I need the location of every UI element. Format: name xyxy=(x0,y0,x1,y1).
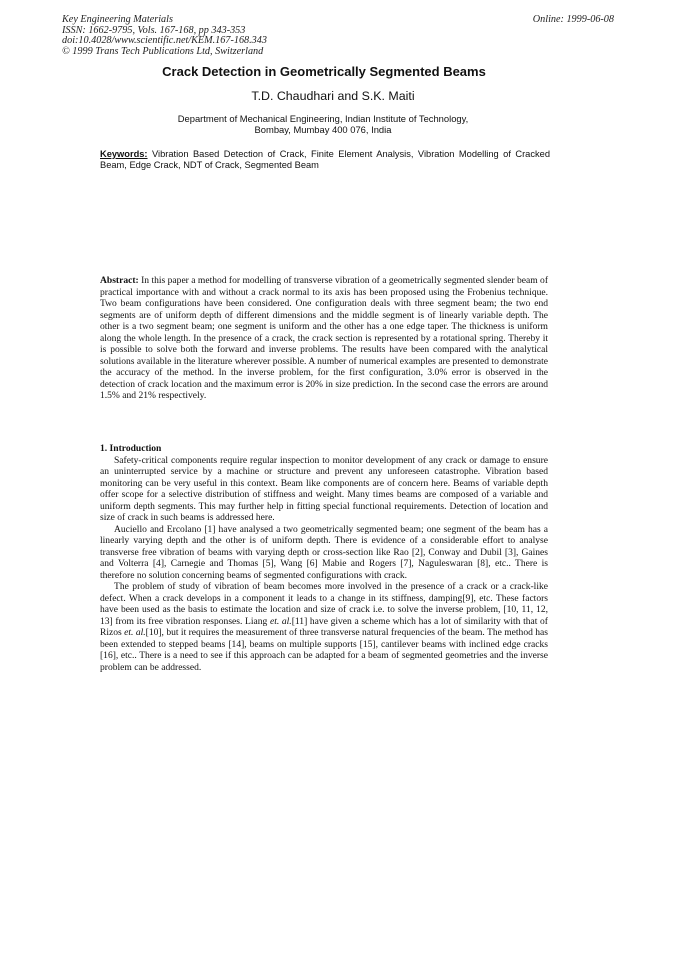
affiliation-line-2: Bombay, Mumbay 400 076, India xyxy=(254,124,392,136)
paragraph xyxy=(100,581,548,673)
citation-etal: et. al. xyxy=(269,615,292,627)
issn-line: ISSN: 1662-9795, Vols. 167-168, pp 343-353 xyxy=(62,24,246,36)
paragraph-text: [10], but it requires the measurement of three transverse natural frequencies of the beam. The method has been extended to stepped beams [14], beams on multiple supports [15], cantilever beams with inclined edge cracks [16], etc.. There is a need to see if this approach can be adapted for a beam of segmented geometries and the inverse problem can be addressed. xyxy=(100,627,548,673)
running-header xyxy=(62,15,267,57)
online-date: Online: 1999-06-08 xyxy=(532,14,614,25)
affiliation xyxy=(0,113,646,135)
citation-etal: et. al. xyxy=(124,627,146,638)
paragraph-text: [11] have given a scheme which has a lot of similarity with that of Rizos xyxy=(100,615,548,638)
affiliation-line-1: Department of Mechanical Engineering, Indian Institute of Technology, xyxy=(177,113,469,124)
copyright-line: © 1999 Trans Tech Publications Ltd, Switzerland xyxy=(62,45,264,57)
abstract-label: Abstract: xyxy=(100,275,139,286)
keywords-text: Vibration Based Detection of Crack, Finite Element Analysis, Vibration Modelling of Cracked Beam, Edge Crack, NDT of Crack, Segmented Beam xyxy=(100,149,550,171)
doi-line: doi:10.4028/www.scientific.net/KEM.167-168.343 xyxy=(62,35,267,47)
abstract xyxy=(100,275,548,402)
paragraph-text: The problem of study of vibration of beam becomes more involved in the presence of a crack or a crack-like defect. When a crack develops in a component it leads to a change in its stiffness, damping[9], etc. These factors have been used as the basis to estimate the location and size of crack i.e. to solve the inverse problem, [10, 11, 12, 13] from its free vibration responses. Liang xyxy=(100,581,548,627)
journal-name: Key Engineering Materials xyxy=(62,14,173,25)
paragraph: Safety-critical components require regular inspection to monitor development of any crack or damage to ensure an uninterrupted service by a machine or structure and prevent any unforeseen catastrophe. Vibration based monitoring can be very useful in this context. Beam like components are of concern here. Beams of variable depth offer scope for a selective distribution of stiffness and weight. Many times beams are composed of a variable and uniform depth segments. This may further help in fitting special functional requirements. Detection of location and size of crack in such beams is addressed here. xyxy=(100,454,548,523)
introduction-section xyxy=(100,443,548,673)
authors: T.D. Chaudhari and S.K. Maiti xyxy=(251,89,415,103)
paragraph: Auciello and Ercolano [1] have analysed a two geometrically segmented beam; one segment of the beam has a linearly varying depth and the other is of uniform depth. There is evidence of a considerable effort to analyse transverse free vibration of beams with varying depth or cross-section like Rao [2], Conway and Dubil [3], Gaines and Volterra [4], Carnegie and Thomas [5], Wang [6] Mabie and Rogers [7], Naguleswaran [8], etc.. There is therefore no solution concerning beams of segmented configurations with crack. xyxy=(100,523,548,581)
section-heading: 1. Introduction xyxy=(100,443,162,454)
paper-title: Crack Detection in Geometrically Segmented Beams xyxy=(162,64,486,79)
keywords xyxy=(100,149,550,171)
keywords-label: Keywords: xyxy=(100,149,148,159)
abstract-text: In this paper a method for modelling of transverse vibration of a geometrically segmented slender beam of practical importance with and without a crack normal to its axis has been proposed using the Frobenius technique. Two beam configurations have been considered. One configuration deals with three segment beam; the two end segments are of uniform depth of different dimensions and the middle segment is of linearly variable depth. The other is a two segment beam; one segment is uniform and the other has a one edge taper. The thickness is uniform along the whole length. In the presence of a crack, the crack section is represented by a rotational spring. Thereby it is possible to solve both the forward and inverse problems. The results have been compared with the analytical solutions available in the literature wherever possible. A number of numerical examples are presented to demonstrate the accuracy of the method. In the inverse problem, for the first configuration, 3.0% error is observed in the detection of crack location and the maximum error is 20% in size prediction. In the second case the errors are around 1.5% and 21% respectively. xyxy=(100,275,548,401)
